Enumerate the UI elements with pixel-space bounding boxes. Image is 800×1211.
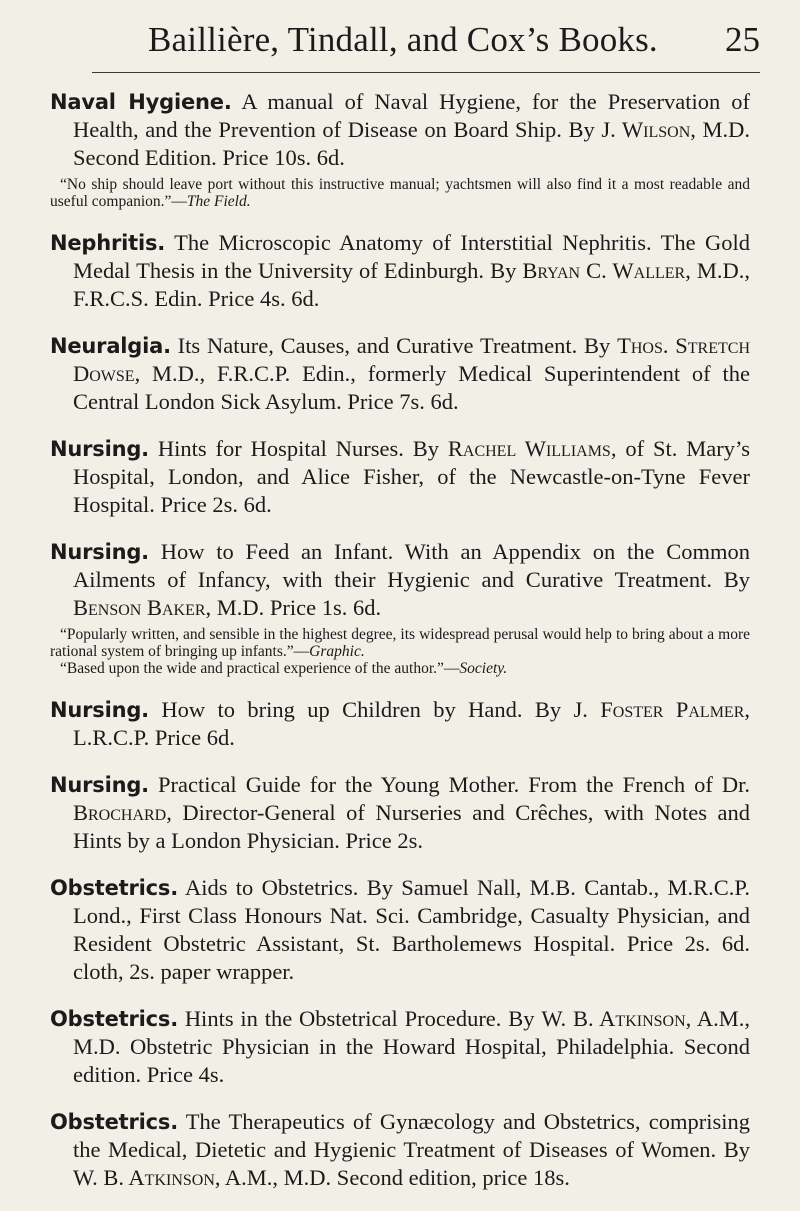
entry-author: J. Foster Palmer — [573, 697, 745, 722]
page-header — [92, 8, 760, 73]
entry-description: Hints for Hospital Nurses. By — [148, 436, 448, 461]
entry-author: J. Wilson — [601, 117, 691, 142]
entry-description: The Microscopic Anatomy of Interstitial Nephritis. The Gold Medal Thesis in the University of Edinburgh. By — [73, 230, 750, 283]
quote-text: “No ship should leave port without this instructive manual; yachtsmen will also find it a most readable and useful companion.”— — [50, 176, 750, 210]
book-entry — [50, 88, 750, 210]
entry-description: A manual of Naval Hygiene, for the Preservation of Health, and the Prevention of Disease on Board Ship. By — [73, 89, 750, 142]
entry-description: How to bring up Children by Hand. By — [148, 697, 574, 722]
entry-keyword: Nursing. — [50, 773, 149, 797]
quote-source: Society. — [459, 660, 508, 677]
entry-details: , M.D. Price 1s. 6d. — [205, 595, 382, 620]
entry-author: Thos. Stretch Dowse — [73, 333, 751, 386]
entry-description: Aids to Obstetrics. By — [177, 875, 402, 900]
entry-details: , M.D. Second Edition. Price 10s. 6d. — [73, 117, 750, 170]
entry-details: , M.B. Cantab., M.R.C.P. Lond., First Class Honours Nat. Sci. Cambridge, Casualty Physician, and Resident Obstetric Assistant, St. Bartholemews Hospital. Price 2s. 6d. cloth, 2s. paper wrapper. — [73, 875, 750, 984]
book-entry — [50, 538, 750, 677]
entry-details: , of St. Mary’s Hospital, London, and Alice Fisher, of the Newcastle-on-Tyne Fever Hospital. Price 2s. 6d. — [73, 436, 750, 517]
entry-text — [50, 771, 750, 855]
book-entry — [50, 1108, 750, 1192]
entry-keyword: Neuralgia. — [50, 334, 171, 358]
entry-text — [50, 88, 750, 172]
quote-text: “Based upon the wide and practical experience of the author.”— — [60, 660, 460, 677]
entry-description: Hints in the Obstetrical Procedure. By — [177, 1006, 542, 1031]
entry-author: Brochard — [73, 800, 167, 825]
book-entry — [50, 1005, 750, 1089]
entry-keyword: Naval Hygiene. — [50, 90, 232, 114]
book-entry — [50, 874, 750, 986]
page-number: 25 — [725, 20, 760, 59]
book-entry — [50, 229, 750, 313]
entry-details: , A.M., M.D. Obstetric Physician in the Howard Hospital, Philadelphia. Second edition. Price 4s. — [73, 1006, 750, 1087]
entry-text — [50, 696, 750, 752]
entry-author: Rachel Williams — [447, 436, 611, 461]
entry-text — [50, 1005, 750, 1089]
entry-description: How to Feed an Infant. With an Appendix on the Common Ailments of Infancy, with their Hygienic and Curative Treatment. By — [73, 539, 750, 592]
review-quote — [50, 660, 750, 677]
book-entry — [50, 332, 750, 416]
entry-keyword: Obstetrics. — [50, 876, 178, 900]
review-quote — [50, 626, 750, 660]
book-entry — [50, 435, 750, 519]
entry-text — [50, 874, 750, 986]
entry-description: The Therapeutics of Gynæcology and Obstetrics, comprising the Medical, Dietetic and Hygienic Treatment of Diseases of Women. By — [73, 1109, 750, 1162]
entry-keyword: Nephritis. — [50, 231, 166, 255]
entry-text — [50, 332, 750, 416]
running-title: Baillière, Tindall, and Cox’s Books. — [148, 20, 658, 59]
book-entries — [50, 88, 750, 1211]
entry-details: , M.D., F.R.C.S. Edin. Price 4s. 6d. — [73, 258, 750, 311]
entry-keyword: Nursing. — [50, 698, 149, 722]
entry-details: , L.R.C.P. Price 6d. — [73, 697, 750, 750]
entry-details: , A.M., M.D. Second edition, price 18s. — [214, 1165, 570, 1190]
quote-text: “Popularly written, and sensible in the highest degree, its widespread perusal would help to bring about a more rational system of bringing up infants.”— — [50, 626, 750, 660]
entry-details: , M.D., F.R.C.P. Edin., formerly Medical Superintendent of the Central London Sick Asylum. Price 7s. 6d. — [73, 361, 750, 414]
entry-details: , Director-General of Nurseries and Crêches, with Notes and Hints by a London Physician. Price 2s. — [73, 800, 750, 853]
entry-text — [50, 538, 750, 622]
entry-keyword: Obstetrics. — [50, 1110, 178, 1134]
entry-keyword: Nursing. — [50, 437, 149, 461]
entry-author: Bryan C. Waller — [522, 258, 686, 283]
entry-description: Practical Guide for the Young Mother. From the French of Dr. — [148, 772, 750, 797]
entry-description: Its Nature, Causes, and Curative Treatment. By — [170, 333, 618, 358]
entry-text — [50, 435, 750, 519]
review-quote — [50, 176, 750, 210]
entry-text — [50, 1108, 750, 1192]
book-entry — [50, 771, 750, 855]
entry-author: Benson Baker — [73, 595, 206, 620]
entry-keyword: Nursing. — [50, 540, 149, 564]
entry-author: W. B. Atkinson — [541, 1006, 686, 1031]
entry-author: Samuel Nall — [401, 875, 516, 900]
entry-text — [50, 229, 750, 313]
book-entry — [50, 696, 750, 752]
entry-keyword: Obstetrics. — [50, 1007, 178, 1031]
entry-author: W. B. Atkinson — [73, 1165, 215, 1190]
quote-source: The Field. — [186, 193, 251, 210]
quote-source: Graphic. — [309, 643, 365, 660]
